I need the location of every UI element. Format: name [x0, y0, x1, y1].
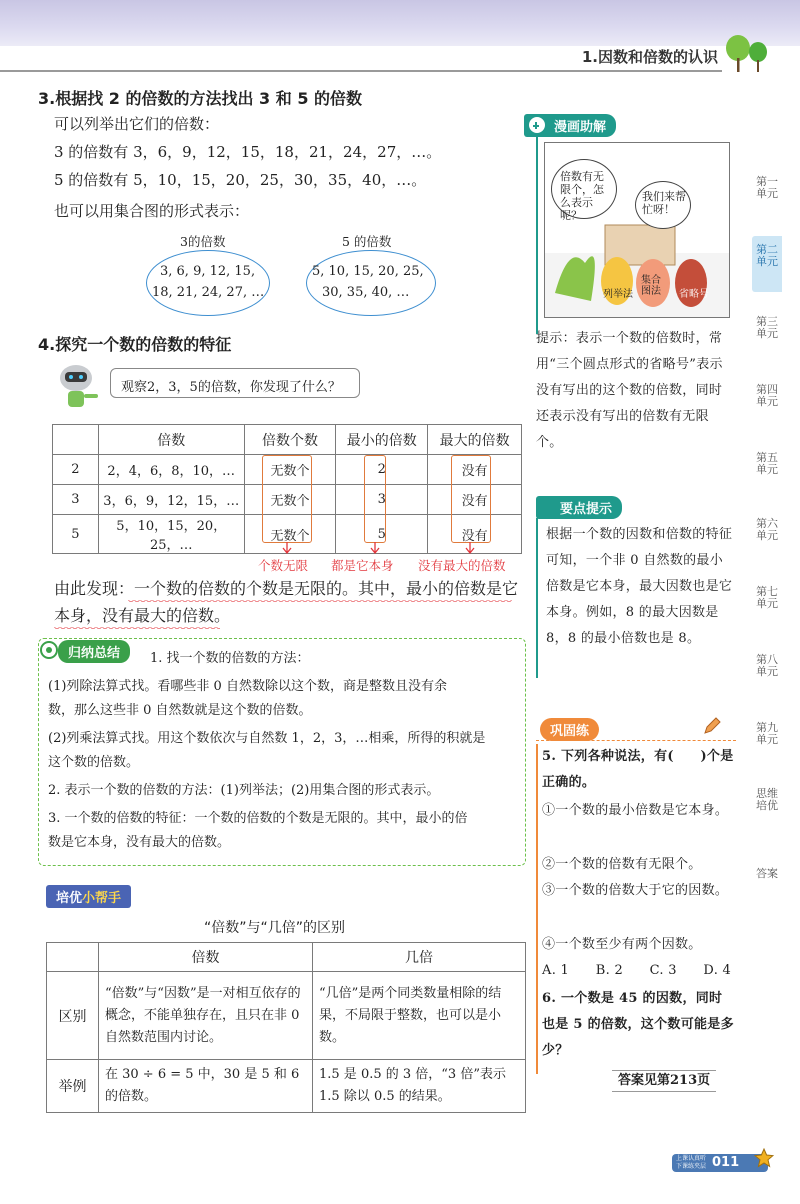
- tab-unit-8[interactable]: 第八单元: [756, 653, 778, 678]
- table-cell: 2: [53, 455, 99, 485]
- table-cell: “几倍”是两个同类数量相除的结果，不局限于整数，也可以是小数。: [313, 972, 526, 1060]
- set5-row-2: 30, 35, 40, …: [322, 285, 410, 300]
- helper-tag: [46, 885, 131, 908]
- helper-tag-b: 小帮手: [82, 891, 122, 906]
- summary-line-6: 2. 表示一个数的倍数的方法：(1)列举法；(2)用集合图的形式表示。: [48, 783, 440, 798]
- mini-line-1: 上课认真听: [676, 1155, 707, 1162]
- table-cell: 举例: [47, 1060, 99, 1113]
- side-rule: [536, 518, 538, 678]
- table-header: 倍数: [99, 943, 313, 972]
- comic-bubble-1-text: 倍数有无限个，怎么表示呢？: [560, 170, 604, 222]
- tab-unit-5[interactable]: 第五单元: [756, 451, 778, 476]
- table-cell: 5: [336, 515, 428, 554]
- table-row: [47, 1060, 526, 1113]
- set5-ellipse: [306, 250, 436, 316]
- practice-tag: 巩固练: [540, 718, 599, 741]
- speech-bubble: [110, 368, 360, 398]
- note-max: 没有最大的倍数: [418, 558, 506, 573]
- finding-line-1: [54, 578, 518, 600]
- helper-title: “倍数”与“几倍”的区别: [204, 920, 346, 936]
- set3-row-1: 3, 6, 9, 12, 15,: [160, 264, 256, 279]
- table-header: 最小的倍数: [336, 425, 428, 455]
- page-number: 011: [712, 1155, 740, 1170]
- summary-line-4: (2)列乘法算式找。用这个数依次与自然数 1，2，3，…相乘，所得的积就是: [48, 731, 486, 746]
- set3-row-2: 18, 21, 24, 27, …: [152, 285, 265, 300]
- tab-unit-9[interactable]: 第九单元: [756, 721, 778, 746]
- table-cell: 5，10，15，20，25，…: [98, 515, 244, 554]
- table-cell: 无数个: [244, 515, 336, 554]
- table-header-row: [47, 943, 526, 972]
- robot-icon: [52, 362, 104, 414]
- comic-bubble-1: [551, 159, 617, 222]
- comic-char-2: 集合图法: [641, 275, 661, 297]
- min-highlight-box: [364, 455, 386, 543]
- q5: 5. 下列各种说法，有( )个是正确的。: [542, 749, 734, 790]
- table-cell: 3: [336, 485, 428, 515]
- arrows-icon: [270, 542, 500, 556]
- comic-panel: [544, 142, 730, 318]
- summary-line-1: 1. 找一个数的倍数的方法：: [150, 651, 310, 666]
- finding-prefix: 由此发现：: [54, 579, 135, 598]
- set3-label: 3的倍数: [180, 234, 226, 249]
- table-header: 倍数个数: [244, 425, 336, 455]
- comic-tag: 漫画助解: [524, 114, 616, 137]
- underline-wave: [128, 600, 512, 604]
- table-cell: 没有: [428, 485, 522, 515]
- table-cell: [47, 943, 99, 972]
- table-cell: 区别: [47, 972, 99, 1060]
- finding-line-2: 本身，没有最大的倍数。: [54, 606, 231, 625]
- mini-line-2: 下课练夹层: [676, 1163, 707, 1170]
- helper-tag-a: 培优: [56, 891, 83, 906]
- summary-tag: 归纳总结: [58, 640, 130, 663]
- s3-line-3: 5 的倍数有 5，10，15，20，25，30，35，40，…。: [54, 171, 427, 189]
- summary-line-7: 3. 一个数的倍数的特征：一个数的倍数的个数是无限的。其中，最小的倍: [48, 811, 468, 826]
- set5-row-1: 5, 10, 15, 20, 25,: [312, 264, 424, 279]
- section-3-title: 3.根据找 2 的倍数的方法找出 3 和 5 的倍数: [38, 89, 363, 108]
- table-header: [53, 425, 99, 455]
- table-cell: 无数个: [244, 485, 336, 515]
- table-header-row: [53, 425, 522, 455]
- compare-table: [46, 942, 526, 1113]
- summary-line-3: 数，那么这些非 0 自然数就是这个数的倍数。: [48, 703, 312, 718]
- table-cell: 2，4，6，8，10，…: [98, 455, 244, 485]
- table-header: 倍数: [98, 425, 244, 455]
- note-min: 都是它本身: [331, 558, 394, 573]
- table-header: 最大的倍数: [428, 425, 522, 455]
- table-row: [47, 972, 526, 1060]
- summary-line-2: (1)列除法算式找。看哪些非 0 自然数除以这个数，商是整数且没有余: [48, 679, 447, 694]
- side-rule: [536, 128, 538, 334]
- q5-choices: A. 1 B. 2 C. 3 D. 4: [542, 963, 732, 978]
- header-band: [0, 0, 800, 46]
- table-cell: 没有: [428, 455, 522, 485]
- practice-rule: [536, 740, 736, 741]
- q5-option-4: ④一个数至少有两个因数。: [542, 937, 702, 952]
- tab-unit-1[interactable]: 第一单元: [756, 175, 778, 200]
- tab-unit-6[interactable]: 第六单元: [756, 517, 778, 542]
- star-icon: [754, 1148, 774, 1168]
- tab-answers[interactable]: 答案: [756, 867, 778, 880]
- table-cell: 1.5 是 0.5 的 3 倍，“3 倍”表示 1.5 除以 0.5 的结果。: [313, 1060, 526, 1113]
- underline-wave: [54, 627, 220, 631]
- table-cell: 没有: [428, 515, 522, 554]
- keypoints-tag: 要点提示: [536, 496, 622, 519]
- tab-unit-3[interactable]: 第三单元: [756, 315, 778, 340]
- s3-line-2: 3 的倍数有 3，6，9，12，15，18，21，24，27，…。: [54, 143, 442, 161]
- trees-icon: [724, 34, 770, 74]
- pencil-icon: [702, 716, 722, 736]
- answer-ref: 答案见第213页: [612, 1070, 716, 1092]
- header-rule: [0, 70, 722, 72]
- table-cell: 2: [336, 455, 428, 485]
- comic-char-1: 列举法: [603, 289, 633, 300]
- table-cell: 在 30 ÷ 6 = 5 中，30 是 5 和 6 的倍数。: [99, 1060, 313, 1113]
- tab-unit-7[interactable]: 第七单元: [756, 585, 778, 610]
- q5-option-2: ②一个数的倍数有无限个。: [542, 857, 702, 872]
- chapter-title: 1.因数和倍数的认识: [581, 48, 718, 66]
- max-highlight-box: [451, 455, 491, 543]
- finding-claim: 一个数的倍数的个数是无限的。: [134, 579, 359, 598]
- table-cell: 5: [53, 515, 99, 554]
- set5-label: 5 的倍数: [342, 234, 392, 249]
- tab-unit-2[interactable]: 第二单元: [752, 236, 782, 292]
- comic-tip: 提示：表示一个数的倍数时，常用“三个圆点形式的省略号”表示没有写出的这个数的倍数，同时还表示没有写出的倍数有无限个。: [536, 331, 723, 450]
- section-4-title: 4.探究一个数的倍数的特征: [38, 335, 232, 354]
- q5-option-3: ③一个数的倍数大于它的因数。: [542, 883, 729, 898]
- summary-line-5: 这个数的倍数。: [48, 755, 140, 770]
- side-rule: [536, 744, 538, 1074]
- summary-line-8: 数是它本身，没有最大的倍数。: [48, 835, 231, 850]
- q5-option-1: ①一个数的最小倍数是它本身。: [542, 803, 729, 818]
- speech-text: 观察2，3，5的倍数，你发现了什么？: [121, 380, 341, 395]
- comic-bubble-2: [635, 181, 691, 229]
- table-cell: “倍数”与“因数”是一对相互依存的概念，不能单独存在，且只在非 0 自然数范围内讨论。: [99, 972, 313, 1060]
- table-cell: 3: [53, 485, 99, 515]
- hand-icon: [528, 116, 546, 134]
- table-cell: 3，6，9，12，15，…: [98, 485, 244, 515]
- target-icon: [40, 641, 58, 659]
- count-highlight-box: [262, 455, 312, 543]
- s3-line-4: 也可以用集合图的形式表示：: [54, 202, 250, 220]
- tab-unit-4[interactable]: 第四单元: [756, 383, 778, 408]
- note-count: 个数无限: [258, 558, 309, 573]
- set3-ellipse: [146, 250, 270, 316]
- s3-line-1: 可以列举出它们的倍数：: [54, 115, 220, 133]
- comic-char-3: 省略号: [679, 289, 709, 300]
- tab-thinking[interactable]: 思维培优: [756, 787, 778, 812]
- q6: 6. 一个数是 45 的因数，同时也是 5 的倍数，这个数可能是多少？: [542, 991, 734, 1058]
- keypoints-text: 根据一个数的因数和倍数的特征可知，一个非 0 自然数的最小倍数是它本身，最大因数也是它本身。例如，8 的最大因数是 8，8 的最小倍数也是 8。: [546, 527, 733, 646]
- table-cell: 无数个: [244, 455, 336, 485]
- comic-bubble-2-text: 我们来帮忙呀！: [642, 190, 686, 216]
- finding-cont: 其中，最小的倍数是它: [358, 579, 519, 598]
- table-header: 几倍: [313, 943, 526, 972]
